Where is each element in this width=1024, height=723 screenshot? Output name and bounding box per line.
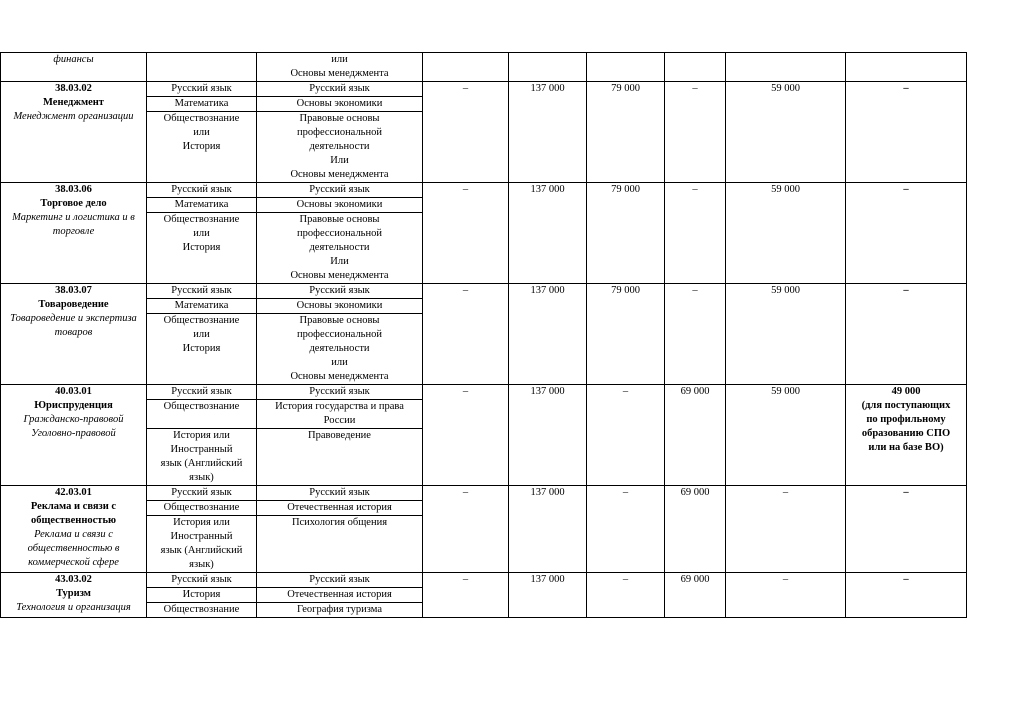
alternative-exam-subject: Русский язык bbox=[257, 284, 423, 299]
exam-subject: Обществознание или История bbox=[147, 314, 257, 385]
value-c6: 137 000 bbox=[509, 385, 587, 486]
value-c5: – bbox=[423, 573, 509, 618]
top-exam-cell bbox=[147, 53, 257, 82]
value-c10: – bbox=[846, 82, 967, 183]
value-c6: 137 000 bbox=[509, 486, 587, 573]
table-row bbox=[1, 284, 967, 299]
program-profile: Реклама и связи с общественностью в коммерческой сфере bbox=[27, 529, 120, 568]
exam-subject: Русский язык bbox=[147, 573, 257, 588]
program-name: Юриспруденция bbox=[34, 400, 113, 411]
alternative-exam-subject: Правовые основы профессиональной деятельности или Основы менеджмента bbox=[257, 314, 423, 385]
exam-subject: Математика bbox=[147, 198, 257, 213]
value-c9: 59 000 bbox=[726, 82, 846, 183]
program-cell bbox=[1, 573, 147, 618]
alternative-exam-subject: Отечественная история bbox=[257, 501, 423, 516]
value-c8: – bbox=[665, 284, 726, 385]
exam-subject: Русский язык bbox=[147, 183, 257, 198]
program-code: 38.03.07 bbox=[55, 285, 92, 296]
value-c7: 79 000 bbox=[587, 284, 665, 385]
alternative-exam-subject: Отечественная история bbox=[257, 588, 423, 603]
value-c5: – bbox=[423, 183, 509, 284]
alternative-exam-subject: Русский язык bbox=[257, 385, 423, 400]
top-col10 bbox=[846, 53, 967, 82]
value-c7: – bbox=[587, 385, 665, 486]
exam-subject: Математика bbox=[147, 97, 257, 112]
exam-subject: История bbox=[147, 588, 257, 603]
value-c6: 137 000 bbox=[509, 573, 587, 618]
value-c8: 69 000 bbox=[665, 486, 726, 573]
program-code: 42.03.01 bbox=[55, 487, 92, 498]
value-c9: 59 000 bbox=[726, 284, 846, 385]
program-name: Менеджмент bbox=[43, 97, 104, 108]
value-c9: 59 000 bbox=[726, 385, 846, 486]
value-c8: – bbox=[665, 82, 726, 183]
value-c6: 137 000 bbox=[509, 82, 587, 183]
value-c10: 49 000 (для поступающих по профильному образованию СПО или на базе ВО) bbox=[846, 385, 967, 486]
admissions-table bbox=[0, 52, 966, 618]
alternative-exam-subject: Русский язык bbox=[257, 183, 423, 198]
exam-subject: Русский язык bbox=[147, 486, 257, 501]
table-row bbox=[1, 486, 967, 501]
table-row bbox=[1, 183, 967, 198]
value-c7: – bbox=[587, 486, 665, 573]
exam-subject: История или Иностранный язык (Английский язык) bbox=[147, 516, 257, 573]
alternative-exam-subject: Правовые основы профессиональной деятельности Или Основы менеджмента bbox=[257, 112, 423, 183]
value-c9: – bbox=[726, 486, 846, 573]
table-row-top bbox=[1, 53, 967, 82]
value-c10: – bbox=[846, 486, 967, 573]
exam-subject: Обществознание bbox=[147, 603, 257, 618]
program-cell bbox=[1, 82, 147, 183]
top-col5 bbox=[423, 53, 509, 82]
table-grid bbox=[0, 52, 967, 618]
program-profile: Товароведение и экспертиза товаров bbox=[10, 313, 137, 338]
alternative-exam-subject: Основы экономики bbox=[257, 198, 423, 213]
exam-subject: Обществознание или История bbox=[147, 112, 257, 183]
table-row bbox=[1, 385, 967, 400]
table-body bbox=[1, 53, 967, 618]
program-name: Торговое дело bbox=[40, 198, 107, 209]
value-c10: – bbox=[846, 573, 967, 618]
value-c5: – bbox=[423, 486, 509, 573]
top-col6 bbox=[509, 53, 587, 82]
value-c5: – bbox=[423, 284, 509, 385]
value-c8: 69 000 bbox=[665, 385, 726, 486]
exam-subject: Русский язык bbox=[147, 284, 257, 299]
value-c9: 59 000 bbox=[726, 183, 846, 284]
alternative-exam-subject: Основы экономики bbox=[257, 97, 423, 112]
value-c10: – bbox=[846, 183, 967, 284]
table-row bbox=[1, 573, 967, 588]
exam-subject: Обществознание bbox=[147, 400, 257, 429]
value-c10: – bbox=[846, 284, 967, 385]
program-cell bbox=[1, 486, 147, 573]
exam-subject: Обществознание или История bbox=[147, 213, 257, 284]
value-c7: 79 000 bbox=[587, 183, 665, 284]
value-c6: 137 000 bbox=[509, 284, 587, 385]
exam-subject: Русский язык bbox=[147, 82, 257, 97]
alternative-exam-subject: Основы экономики bbox=[257, 299, 423, 314]
alternative-exam-subject: Правовые основы профессиональной деятельности Или Основы менеджмента bbox=[257, 213, 423, 284]
alternative-exam-subject: Психология общения bbox=[257, 516, 423, 573]
exam-subject: Русский язык bbox=[147, 385, 257, 400]
alternative-exam-subject: География туризма bbox=[257, 603, 423, 618]
program-name: Товароведение bbox=[38, 299, 109, 310]
top-col7 bbox=[587, 53, 665, 82]
program-cell bbox=[1, 284, 147, 385]
program-name: Туризм bbox=[56, 588, 91, 599]
program-code: 38.03.06 bbox=[55, 184, 92, 195]
value-c5: – bbox=[423, 82, 509, 183]
program-profile: Гражданско-правовой Уголовно-правовой bbox=[23, 414, 124, 439]
program-cell bbox=[1, 183, 147, 284]
top-spec-profile: финансы bbox=[1, 53, 147, 82]
exam-subject: История или Иностранный язык (Английский язык) bbox=[147, 429, 257, 486]
program-code: 38.03.02 bbox=[55, 83, 92, 94]
table-row bbox=[1, 82, 967, 97]
alternative-exam-subject: История государства и права России bbox=[257, 400, 423, 429]
alternative-exam-subject: Русский язык bbox=[257, 82, 423, 97]
alternative-exam-subject: Русский язык bbox=[257, 573, 423, 588]
top-col9 bbox=[726, 53, 846, 82]
program-profile: Технология и организация bbox=[16, 602, 131, 613]
program-name: Реклама и связи с общественностью bbox=[30, 501, 117, 526]
exam-subject: Математика bbox=[147, 299, 257, 314]
program-code: 40.03.01 bbox=[55, 386, 92, 397]
program-profile: Маркетинг и логистика и в торговле bbox=[12, 212, 135, 237]
exam-subject: Обществознание bbox=[147, 501, 257, 516]
value-c9: – bbox=[726, 573, 846, 618]
value-c8: – bbox=[665, 183, 726, 284]
value-c8: 69 000 bbox=[665, 573, 726, 618]
value-c6: 137 000 bbox=[509, 183, 587, 284]
value-c5: – bbox=[423, 385, 509, 486]
top-alt-exam-cell: или Основы менеджмента bbox=[257, 53, 423, 82]
value-c7: – bbox=[587, 573, 665, 618]
top-col8 bbox=[665, 53, 726, 82]
value-c7: 79 000 bbox=[587, 82, 665, 183]
alternative-exam-subject: Русский язык bbox=[257, 486, 423, 501]
program-cell bbox=[1, 385, 147, 486]
alternative-exam-subject: Правоведение bbox=[257, 429, 423, 486]
program-code: 43.03.02 bbox=[55, 574, 92, 585]
program-profile: Менеджмент организации bbox=[13, 111, 134, 122]
